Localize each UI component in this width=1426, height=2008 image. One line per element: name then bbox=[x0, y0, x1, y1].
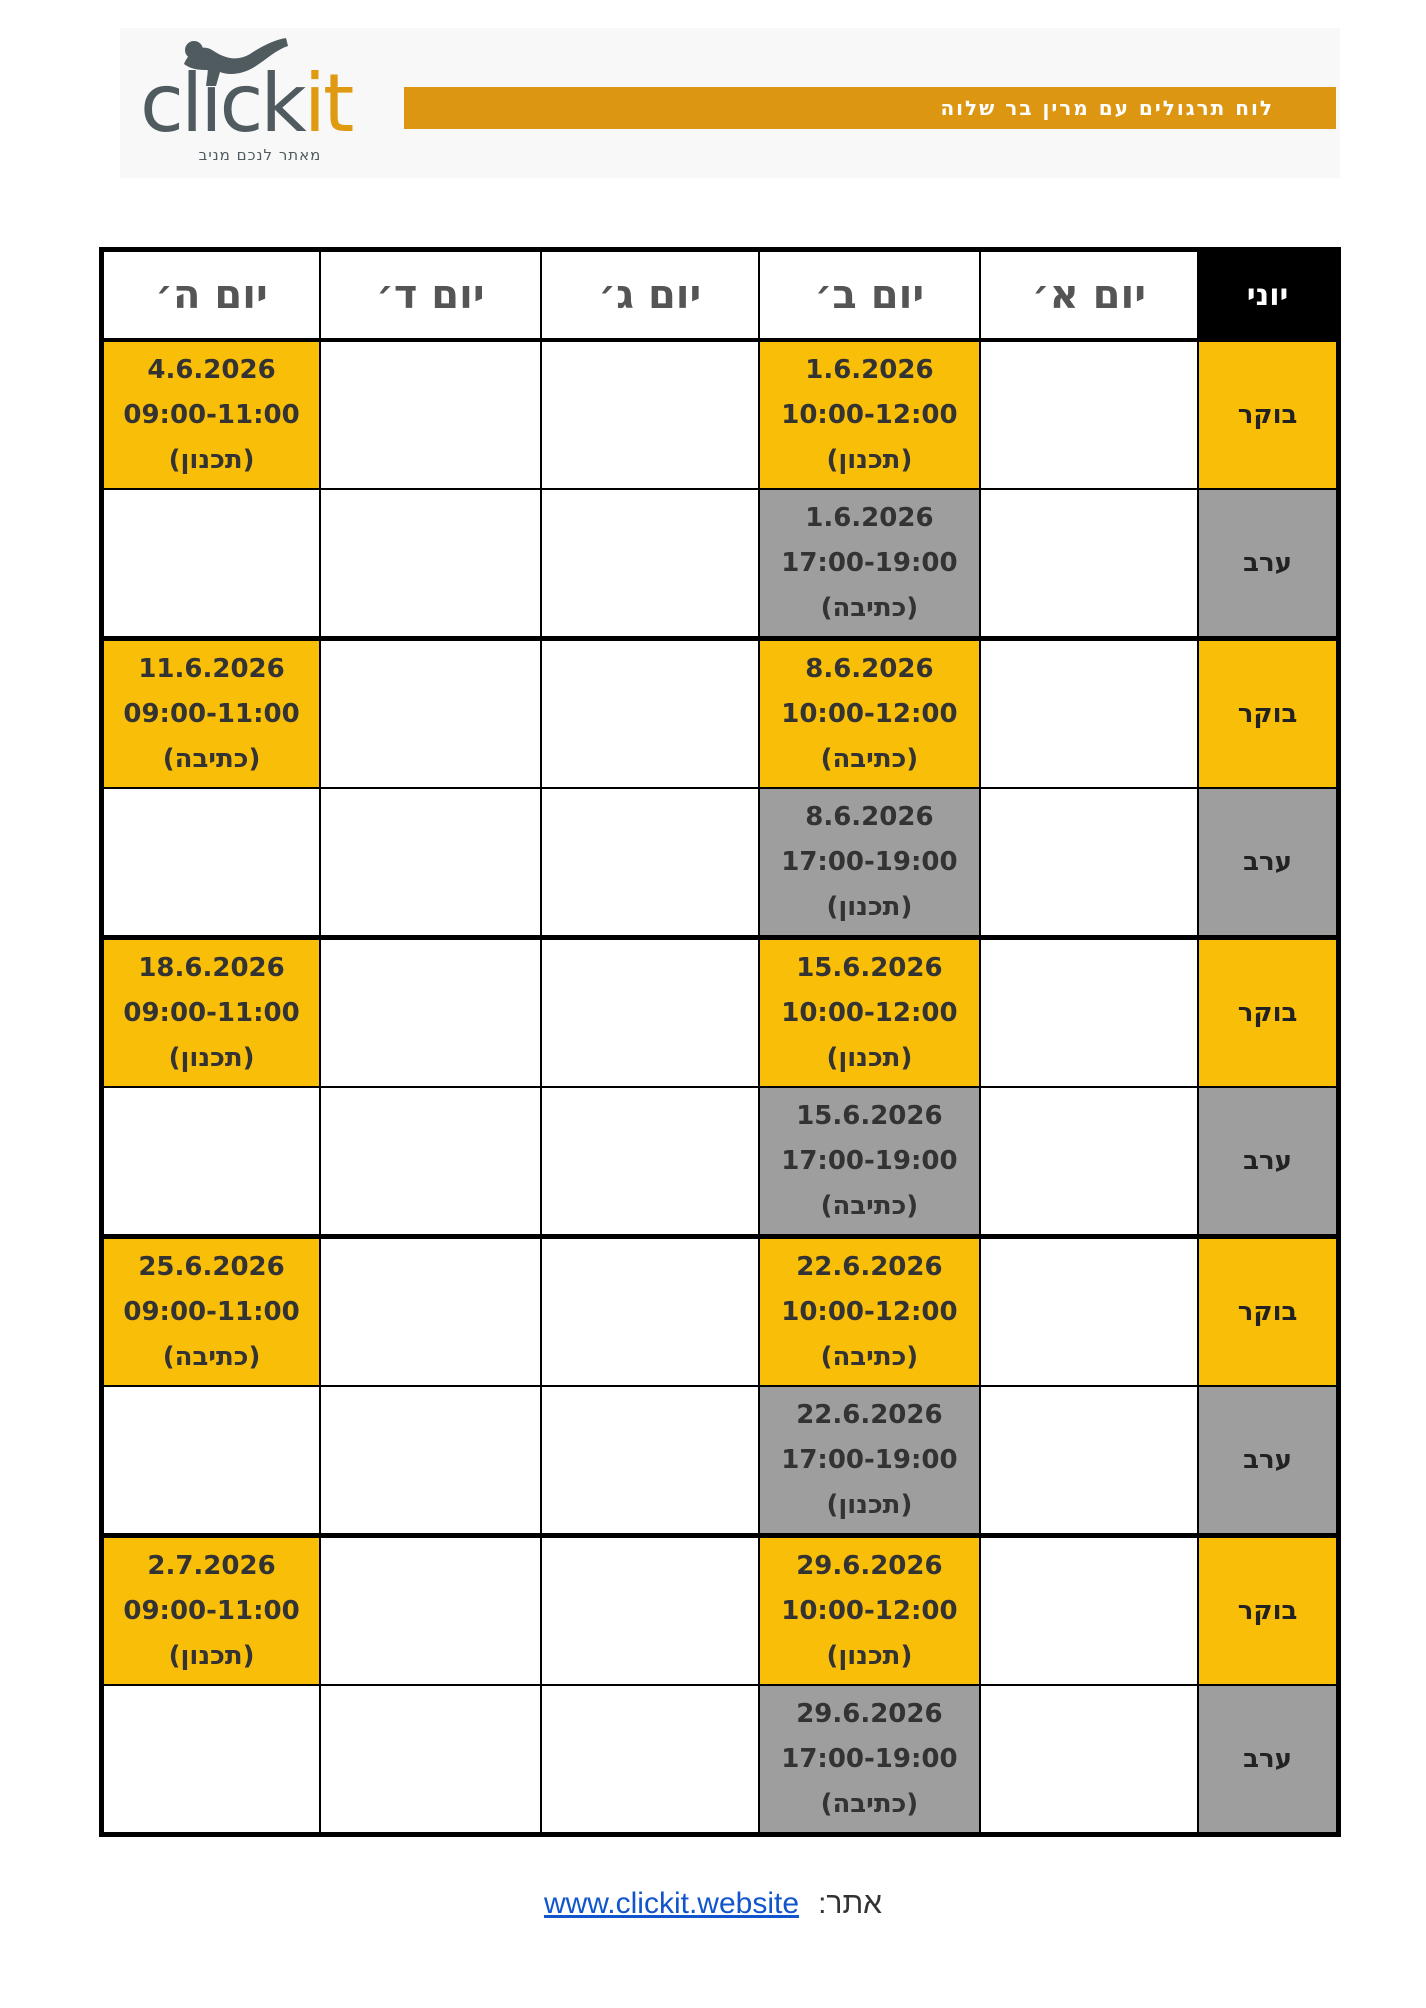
empty-cell-day-e bbox=[102, 1386, 321, 1536]
session-type: (תכנון) bbox=[168, 1640, 255, 1671]
period-label-morning: בוקר bbox=[1198, 1237, 1338, 1387]
period-label-morning: בוקר bbox=[1198, 938, 1338, 1088]
day-header-e: יום ה׳ bbox=[102, 250, 321, 341]
session-date: 22.6.2026 bbox=[796, 1251, 943, 1282]
session-time: 10:00-12:00 bbox=[781, 698, 958, 729]
session-time: 10:00-12:00 bbox=[781, 1296, 958, 1327]
table-row bbox=[102, 1386, 1339, 1536]
logo-tagline: מאתר לנכם מניב bbox=[198, 146, 322, 164]
session-date: 29.6.2026 bbox=[796, 1550, 943, 1581]
table-row bbox=[102, 788, 1339, 938]
session-cell-day-b bbox=[759, 639, 980, 789]
empty-cell-day-c bbox=[541, 1536, 760, 1686]
session-date: 4.6.2026 bbox=[147, 354, 276, 385]
clickit-logo bbox=[140, 36, 370, 171]
session-date: 1.6.2026 bbox=[805, 502, 934, 533]
session-cell-day-e bbox=[102, 340, 321, 489]
table-row bbox=[102, 489, 1339, 639]
session-type: (תכנון) bbox=[826, 1640, 913, 1671]
session-cell-day-b bbox=[759, 788, 980, 938]
session-type: (תכנון) bbox=[826, 1042, 913, 1073]
session-time: 17:00-19:00 bbox=[781, 1145, 958, 1176]
session-cell-day-b bbox=[759, 489, 980, 639]
table-row bbox=[102, 938, 1339, 1088]
logo-click-text: click bbox=[140, 57, 304, 150]
session-date: 29.6.2026 bbox=[796, 1698, 943, 1729]
empty-cell-day-a bbox=[980, 489, 1199, 639]
logo-it-text: it bbox=[303, 57, 352, 150]
empty-cell-day-c bbox=[541, 340, 760, 489]
empty-cell-day-e bbox=[102, 1087, 321, 1237]
session-date: 1.6.2026 bbox=[805, 354, 934, 385]
session-cell-day-b bbox=[759, 340, 980, 489]
session-type: (תכנון) bbox=[826, 444, 913, 475]
session-type: (כתיבה) bbox=[162, 743, 261, 774]
day-header-d: יום ד׳ bbox=[320, 250, 541, 341]
empty-cell-day-d bbox=[320, 489, 541, 639]
empty-cell-day-e bbox=[102, 1685, 321, 1835]
session-time: 09:00-11:00 bbox=[123, 698, 300, 729]
session-type: (תכנון) bbox=[826, 891, 913, 922]
session-cell-day-b bbox=[759, 1087, 980, 1237]
session-time: 17:00-19:00 bbox=[781, 547, 958, 578]
empty-cell-day-d bbox=[320, 1685, 541, 1835]
empty-cell-day-a bbox=[980, 340, 1199, 489]
day-header-a: יום א׳ bbox=[980, 250, 1199, 341]
month-header: יוני bbox=[1198, 250, 1338, 341]
session-date: 15.6.2026 bbox=[796, 1100, 943, 1131]
session-date: 8.6.2026 bbox=[805, 801, 934, 832]
empty-cell-day-d bbox=[320, 1087, 541, 1237]
empty-cell-day-c bbox=[541, 1237, 760, 1387]
session-time: 17:00-19:00 bbox=[781, 1743, 958, 1774]
session-type: (תכנון) bbox=[826, 1489, 913, 1520]
session-time: 10:00-12:00 bbox=[781, 1595, 958, 1626]
session-cell-day-b bbox=[759, 1386, 980, 1536]
period-label-evening: ערב bbox=[1198, 1386, 1338, 1536]
empty-cell-day-d bbox=[320, 1386, 541, 1536]
session-cell-day-e bbox=[102, 1536, 321, 1686]
session-date: 11.6.2026 bbox=[138, 653, 285, 684]
empty-cell-day-a bbox=[980, 1536, 1199, 1686]
footer-label: אתר: bbox=[818, 1887, 883, 1920]
session-type: (כתיבה) bbox=[820, 1788, 919, 1819]
empty-cell-day-d bbox=[320, 1536, 541, 1686]
empty-cell-day-a bbox=[980, 1685, 1199, 1835]
day-header-b: יום ב׳ bbox=[759, 250, 980, 341]
empty-cell-day-c bbox=[541, 1386, 760, 1536]
session-time: 10:00-12:00 bbox=[781, 399, 958, 430]
table-row bbox=[102, 1685, 1339, 1835]
schedule-body bbox=[102, 340, 1339, 1835]
session-time: 17:00-19:00 bbox=[781, 846, 958, 877]
session-type: (כתיבה) bbox=[820, 592, 919, 623]
session-time: 09:00-11:00 bbox=[123, 399, 300, 430]
session-cell-day-e bbox=[102, 1237, 321, 1387]
empty-cell-day-d bbox=[320, 340, 541, 489]
period-label-evening: ערב bbox=[1198, 1685, 1338, 1835]
session-time: 17:00-19:00 bbox=[781, 1444, 958, 1475]
session-time: 09:00-11:00 bbox=[123, 997, 300, 1028]
header-row bbox=[102, 250, 1339, 341]
page-title: לוח תרגולים עם מרין בר שלוה bbox=[404, 87, 1336, 129]
empty-cell-day-c bbox=[541, 1685, 760, 1835]
empty-cell-day-a bbox=[980, 639, 1199, 789]
table-row bbox=[102, 1536, 1339, 1686]
empty-cell-day-c bbox=[541, 788, 760, 938]
website-link[interactable]: www.clickit.website bbox=[543, 1887, 800, 1920]
table-row bbox=[102, 340, 1339, 489]
table-row bbox=[102, 639, 1339, 789]
empty-cell-day-c bbox=[541, 938, 760, 1088]
table-row bbox=[102, 1237, 1339, 1387]
session-cell-day-b bbox=[759, 1685, 980, 1835]
period-label-evening: ערב bbox=[1198, 788, 1338, 938]
empty-cell-day-d bbox=[320, 639, 541, 789]
empty-cell-day-a bbox=[980, 1237, 1199, 1387]
empty-cell-day-c bbox=[541, 489, 760, 639]
session-date: 15.6.2026 bbox=[796, 952, 943, 983]
table-row bbox=[102, 1087, 1339, 1237]
empty-cell-day-d bbox=[320, 1237, 541, 1387]
session-type: (כתיבה) bbox=[162, 1341, 261, 1372]
session-cell-day-b bbox=[759, 1536, 980, 1686]
session-cell-day-e bbox=[102, 639, 321, 789]
session-time: 10:00-12:00 bbox=[781, 997, 958, 1028]
empty-cell-day-e bbox=[102, 489, 321, 639]
period-label-morning: בוקר bbox=[1198, 1536, 1338, 1686]
period-label-evening: ערב bbox=[1198, 1087, 1338, 1237]
session-date: 18.6.2026 bbox=[138, 952, 285, 983]
session-date: 22.6.2026 bbox=[796, 1399, 943, 1430]
schedule-table bbox=[99, 247, 1341, 1837]
session-type: (כתיבה) bbox=[820, 1341, 919, 1372]
day-header-c: יום ג׳ bbox=[541, 250, 760, 341]
empty-cell-day-a bbox=[980, 1386, 1199, 1536]
empty-cell-day-d bbox=[320, 938, 541, 1088]
empty-cell-day-c bbox=[541, 1087, 760, 1237]
empty-cell-day-a bbox=[980, 788, 1199, 938]
session-date: 2.7.2026 bbox=[147, 1550, 276, 1581]
footer bbox=[0, 1886, 1426, 1921]
session-time: 09:00-11:00 bbox=[123, 1296, 300, 1327]
session-type: (תכנון) bbox=[168, 1042, 255, 1073]
empty-cell-day-d bbox=[320, 788, 541, 938]
session-type: (כתיבה) bbox=[820, 1190, 919, 1221]
period-label-evening: ערב bbox=[1198, 489, 1338, 639]
session-date: 8.6.2026 bbox=[805, 653, 934, 684]
empty-cell-day-e bbox=[102, 788, 321, 938]
session-time: 09:00-11:00 bbox=[123, 1595, 300, 1626]
empty-cell-day-c bbox=[541, 639, 760, 789]
session-type: (כתיבה) bbox=[820, 743, 919, 774]
session-cell-day-b bbox=[759, 1237, 980, 1387]
session-cell-day-b bbox=[759, 938, 980, 1088]
logo-wordmark bbox=[140, 57, 352, 150]
session-cell-day-e bbox=[102, 938, 321, 1088]
empty-cell-day-a bbox=[980, 938, 1199, 1088]
session-type: (תכנון) bbox=[168, 444, 255, 475]
empty-cell-day-a bbox=[980, 1087, 1199, 1237]
period-label-morning: בוקר bbox=[1198, 639, 1338, 789]
period-label-morning: בוקר bbox=[1198, 340, 1338, 489]
session-date: 25.6.2026 bbox=[138, 1251, 285, 1282]
